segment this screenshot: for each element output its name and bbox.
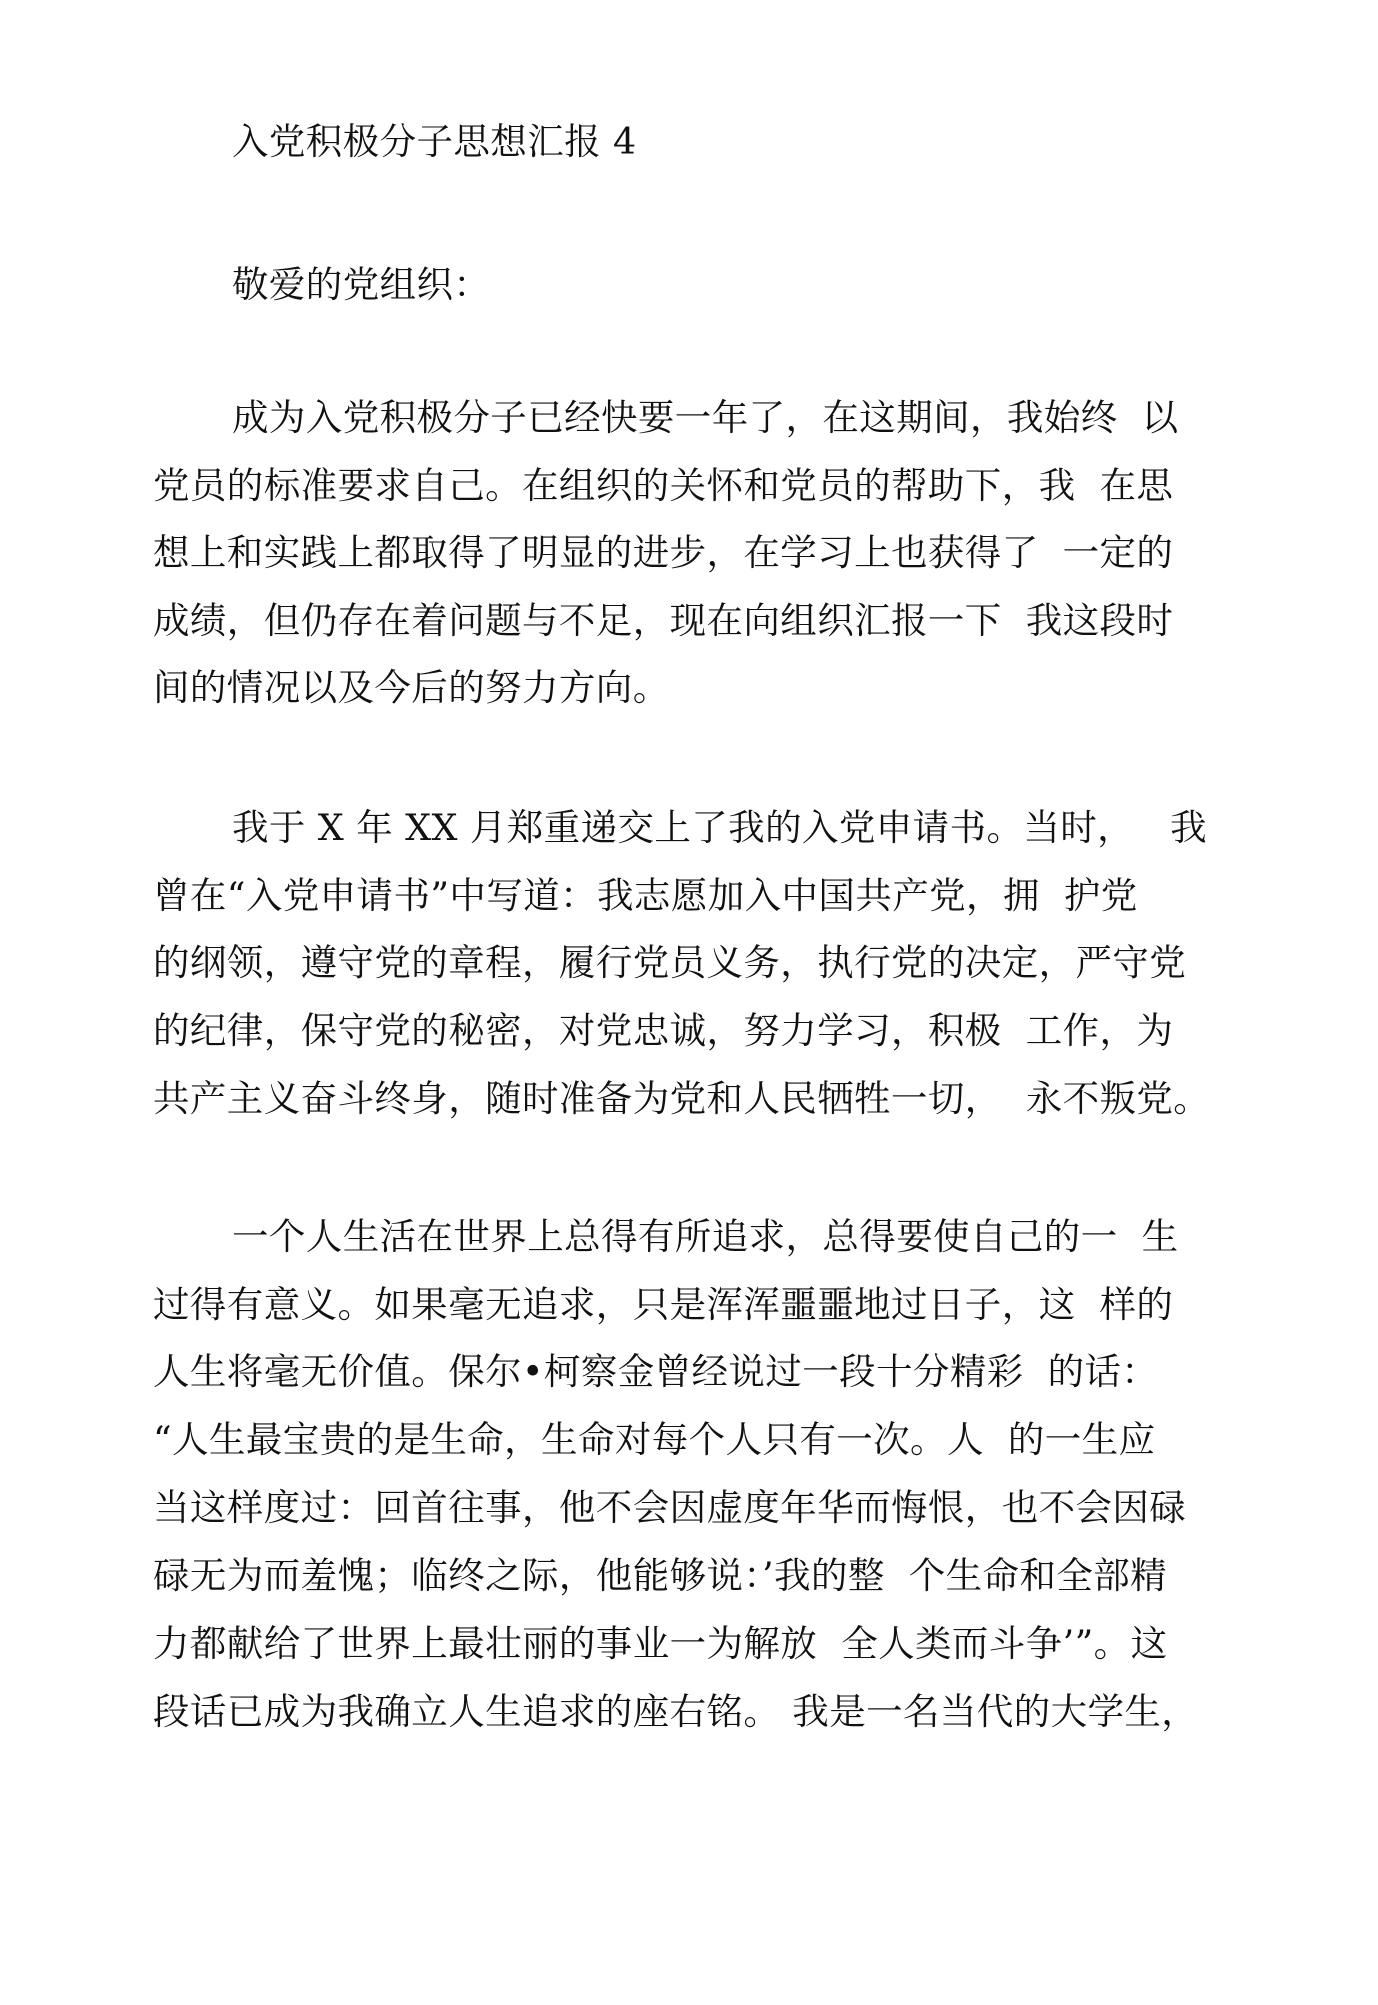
paragraph-3-line-2: 过得有意义。如果毫无追求，只是浑浑噩噩地过日子，这 样的 <box>153 1283 1174 1326</box>
paragraph-1-line-1: 成为入党积极分子已经快要一年了，在这期间，我始终 以 <box>232 396 1179 439</box>
paragraph-3-line-1: 一个人生活在世界上总得有所追求，总得要使自己的一 生 <box>232 1215 1179 1258</box>
paragraph-2-line-1: 我于 X 年 XX 月郑重递交上了我的入党申请书。当时， 我 <box>232 806 1207 849</box>
paragraph-2-line-5: 共产主义奋斗终身，随时准备为党和人民牺牲一切， 永不叛党。 <box>153 1077 1211 1120</box>
paragraph-3-line-3: 人生将毫无价值。保尔•柯察金曾经说过一段十分精彩 的话： <box>153 1350 1159 1393</box>
paragraph-2-line-4: 的纪律，保守党的秘密，对党忠诚，努力学习，积极 工作，为 <box>153 1009 1174 1052</box>
paragraph-1-line-2: 党员的标准要求自己。在组织的关怀和党员的帮助下，我 在思 <box>153 464 1174 507</box>
paragraph-3-line-4: “人生最宝贵的是生命，生命对每个人只有一次。人 的一生应 <box>153 1418 1156 1461</box>
paragraph-3-line-7: 力都献给了世界上最壮丽的事业一为解放 全人类而斗争’”。这 <box>153 1622 1168 1665</box>
paragraph-1-line-4: 成绩，但仍存在着问题与不足，现在向组织汇报一下 我这段时 <box>153 599 1174 642</box>
paragraph-3-line-6: 碌无为而羞愧；临终之际，他能够说：’我的整 个生命和全部精 <box>153 1554 1168 1597</box>
document-title: 入党积极分子思想汇报 4 <box>232 120 637 163</box>
paragraph-1-line-5: 间的情况以及今后的努力方向。 <box>153 666 670 709</box>
salutation: 敬爱的党组织： <box>232 263 491 306</box>
paragraph-3-line-5: 当这样度过：回首往事，他不会因虚度年华而悔恨，也不会因碌 <box>153 1486 1187 1529</box>
paragraph-1-line-3: 想上和实践上都取得了明显的进步，在学习上也获得了 一定的 <box>153 531 1174 574</box>
paragraph-2-line-2: 曾在“入党申请书”中写道：我志愿加入中国共产党，拥 护党 <box>153 874 1138 917</box>
paragraph-2-line-3: 的纲领，遵守党的章程，履行党员义务，执行党的决定，严守党 <box>153 941 1187 984</box>
paragraph-3-line-8: 段话已成为我确立人生追求的座右铭。 我是一名当代的大学生， <box>153 1690 1199 1733</box>
